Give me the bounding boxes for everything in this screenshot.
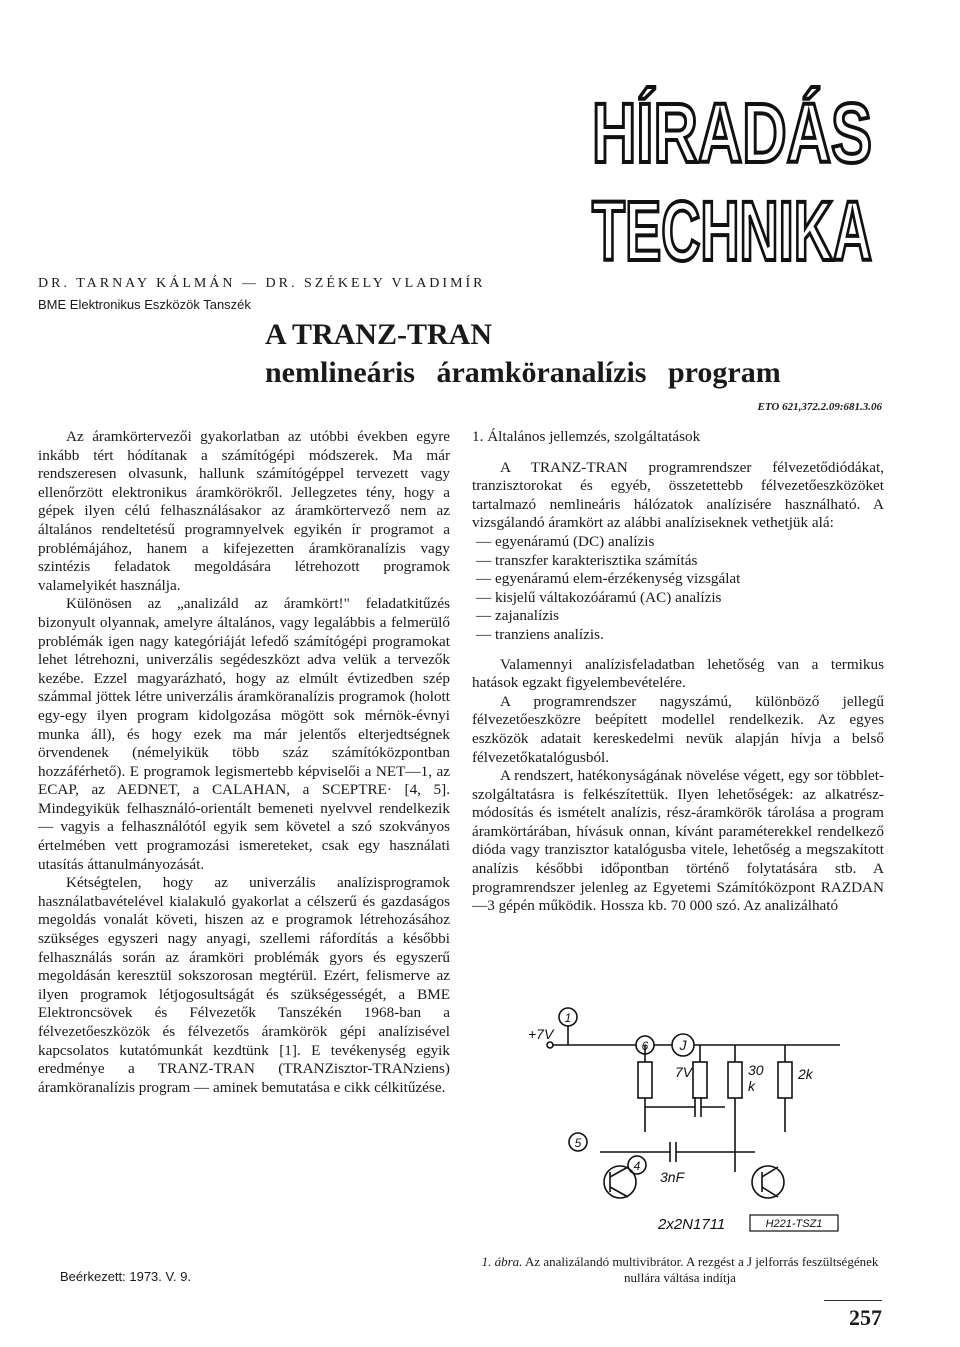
paragraph: Kétségtelen, hogy az univerzális analízisprogramok használatbavételével kialakuló gyakorlat a célszerű és gazdaságos megoldás vonalát követi, hiszen az e programok létrehozásához szükséges egyszeri nagy anyagi, szellemi ráfordítás a későbbi felhasználás során az áramköri problémák gyors és egyszerű megoldásán keresztül sokszorosan megtérül. Ezért, felismerve az ilyen programok létjogosultságát és szükségességét, a BME Elektroncsövek és Félvezetők Tanszékén 1968-ban a félvezetőeszközök és félvezetős áramkörök gépi analízisével kapcsolatos kutatómunkát kezdtünk [1]. E tevékenység egyik eredménye a TRANZ-TRAN (TRANZisztor-TRANziens) áramköranalízis program — aminek bemutatása e cikk célkitűzése. bbox=[38, 874, 450, 1096]
node-label: 4 bbox=[633, 1159, 641, 1173]
circuit-diagram bbox=[510, 1007, 880, 1247]
transistor-collector bbox=[762, 1167, 778, 1177]
resistor bbox=[728, 1062, 742, 1098]
resistor bbox=[638, 1062, 652, 1098]
paragraph: Különösen az „analizáld az áramkört!" feladatkitűzés bizonyult olyannak, amelyre általános, vagy legalábbis a felmerülő problémák igen nagy kategóriáját lefedő számítógépi programokat lehet létrehozni, univerzális segédeszközt adva velük a tervezők kezébe. Ezzel magyarázható, hogy az elmúlt évtizedben szép számmal jöttek létre univerzális áramköranalízis programok (holott egy-egy ilyen program kidolgozása mögött sok mérnök-évnyi munka áll), és hogy ezek ma már jelentős elterjedtségnek örvendenek (némelyikük több száz számítóközpontban hozzáférhető). E programok legismertebb képviselői a NET—1, az ECAP, az AEDNET, a CALAHAN, a SCEPTRE· [4, 5]. Mindegyikük felhasználó-orientált bemeneti nyelvvel rendelkezik — vagyis a felhasználótól egyik sem követel a szó szokványos értelmében vett programozási ismereteket, csak egy használati utasítás áttanulmányozását. bbox=[38, 595, 450, 873]
resistor bbox=[778, 1062, 792, 1098]
list-item: — zajanalízis bbox=[472, 607, 884, 626]
logo-line1: HÍRADÁS bbox=[592, 86, 872, 180]
figure-caption bbox=[478, 1254, 882, 1286]
source-label: 7V bbox=[675, 1064, 693, 1080]
capacitor-label: 3nF bbox=[660, 1169, 685, 1185]
source-symbol: J bbox=[679, 1037, 687, 1053]
article-title-line2: nemlineáris áramköranalízis program bbox=[265, 356, 781, 389]
paragraph: Az áramkörtervezői gyakorlatban az utóbbi években egyre inkább tért hódítanak a számítógépi módszerek. Ma már rendszeresen olvasunk, hallunk számítógéppel tervezett vagy ellenőrzött elektronikus áramkörökről. Jellegzetes tény, hogy a gépek ilyen célú felhasználásakor az áramkörtervező nem az általános rendeltetésű programnyelvek egyikén ír programot a problémájához, hanem a kifejezetten áramköranalízis vagy szintézis feladatok megoldására létrehozott programok valamelyikét használja. bbox=[38, 428, 450, 594]
page-number: 257 bbox=[849, 1305, 882, 1330]
caption-text: Az analizálandó multivibrátor. A rezgést a J jelforrás feszültségének nullára váltása indítja bbox=[524, 1254, 879, 1285]
eto-code: ETO 621,372.2.09:681.3.06 bbox=[757, 401, 882, 413]
article-title-line1: A TRANZ-TRAN bbox=[265, 318, 492, 351]
affiliation: BME Elektronikus Eszközök Tanszék bbox=[38, 297, 251, 312]
node-label: 1 bbox=[564, 1011, 572, 1025]
circuit-figure bbox=[510, 1007, 880, 1247]
logo-line2: TECHNIKA bbox=[592, 184, 872, 278]
received-date: Beérkezett: 1973. V. 9. bbox=[60, 1269, 192, 1284]
resistor-label: 2k bbox=[798, 1066, 813, 1082]
paragraph: A TRANZ-TRAN programrendszer félvezetődiódákat, tranzisztorokat és egyéb, összetettebb félvezetőeszközöket tartalmazó nemlineáris hálózatok analízisére használható. A vizsgálandó áramkört az alábbi analíziseknek vethetjük alá: bbox=[472, 458, 884, 532]
list-item: — tranziens analízis. bbox=[472, 626, 884, 645]
left-column bbox=[38, 428, 450, 1097]
node-label: 6 bbox=[641, 1039, 649, 1053]
resistor bbox=[693, 1062, 707, 1098]
analysis-list bbox=[472, 533, 884, 645]
paragraph: A programrendszer nagyszámú, különböző jellegű félvezetőeszközre beépített modellel rendelkezik. Az egyes eszközök adatait kereskedelmi nevük alapján hívja a belső félvezetőkatalógusból. bbox=[472, 692, 884, 766]
list-item: — egyenáramú elem-érzékenység vizsgálat bbox=[472, 570, 884, 589]
transistor-emitter bbox=[762, 1187, 778, 1197]
resistor-label: 30 bbox=[748, 1062, 764, 1078]
journal-logo bbox=[582, 70, 882, 278]
supply-label: +7V bbox=[528, 1026, 554, 1042]
list-item: — transzfer karakterisztika számítás bbox=[472, 552, 884, 571]
list-item: — kisjelű váltakozóáramú (AC) analízis bbox=[472, 589, 884, 608]
transistor-label: 2x2N1711 bbox=[658, 1216, 726, 1233]
page-number-rule bbox=[824, 1300, 882, 1301]
authors: DR. TARNAY KÁLMÁN — DR. SZÉKELY VLADIMÍR bbox=[38, 276, 486, 291]
resistor-unit: k bbox=[748, 1078, 755, 1094]
transistor-right bbox=[752, 1166, 784, 1198]
figure-stamp: H221-TSZ1 bbox=[765, 1218, 823, 1230]
section-heading: 1. Általános jellemzés, szolgáltatások bbox=[472, 428, 701, 445]
list-item: — egyenáramú (DC) analízis bbox=[472, 533, 884, 552]
right-column bbox=[472, 428, 884, 916]
supply-terminal bbox=[547, 1042, 553, 1048]
node-label: 5 bbox=[574, 1136, 582, 1150]
paragraph: A rendszert, hatékonyságának növelése végett, egy sor többlet-szolgáltatásra is felkészítettük. Ilyen lehetőségek: az alkatrész-módosítás és ismételt analízis, rész-áramkörök tárolása a program áramkörtárában, hívásuk onnan, kívánt paraméterekkel rendelkező dióda vagy tranzisztor katalógusba vitele, lehetőség a megszakított analízis későbbi időpontban történő folytatására stb. A programrendszer jelenleg az Egyetemi Számítóközpont RAZDAN—3 gépén működik. Hossza kb. 70 000 szó. Az analizálható bbox=[472, 767, 884, 915]
logo-graphic bbox=[582, 70, 882, 278]
caption-label: 1. ábra. bbox=[481, 1254, 523, 1269]
paragraph: Valamennyi analízisfeladatban lehetőség van a termikus hatások egzakt figyelembevételére. bbox=[472, 655, 884, 692]
